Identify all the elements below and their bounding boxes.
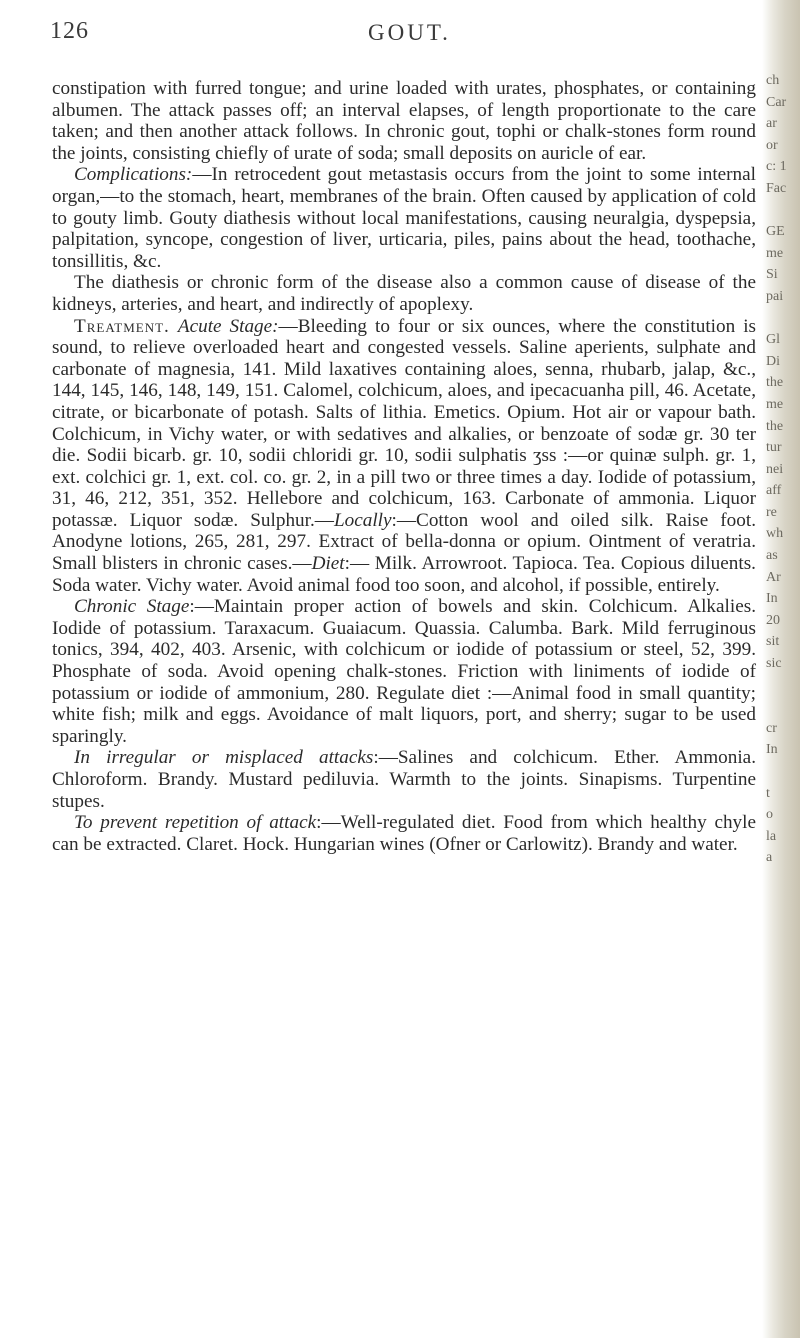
facing-page-fragment: la <box>766 828 777 844</box>
facing-page-fragment: In <box>766 742 778 758</box>
paragraph <box>52 596 756 747</box>
paragraph <box>52 164 756 272</box>
facing-page-fragment: or <box>766 137 778 153</box>
facing-page-fragment: the <box>766 375 784 391</box>
text-run: —In retrocedent gout metastasis occurs from the joint to some internal organ,—to the stomach, heart, membranes of the brain. Often caused by application of cold to gouty limb. Gouty diathesis without local manifestations, causing neuralgia, dyspepsia, palpitation, syncope, congestion of liver, urticaria, piles, pains about the head, toothache, tonsillitis, &c. <box>52 164 756 272</box>
facing-page-fragment: me <box>766 245 784 261</box>
paragraph <box>52 78 756 164</box>
italic-run: Acute Stage: <box>177 315 279 337</box>
facing-page-fragment: t <box>766 785 770 801</box>
facing-page-fragment: a <box>766 850 773 866</box>
facing-page-fragment: tur <box>766 440 782 456</box>
body-text <box>52 78 756 855</box>
facing-page-fragment: GE <box>766 224 785 240</box>
text-run: —Bleeding to four or six ounces, where the constitution is sound, to relieve overloaded heart and congested vessels. Saline aperients, sulphate and carbonate of magnesia, 141. Mild laxatives containing aloes, senna, rhubarb, jalap, &c., 144, 145, 146, 148, 149, 151. Calomel, colchicum, aloes, and ipecacuanha pill, 46. Acetate, citrate, or bicarbonate of potash. Salts of lithia. Emetics. Opium. Hot air or vapour bath. Colchicum, in Vichy water, or with sedatives and alkalies, or benzoate of sodæ gr. 30 ter die. Sodii bicarb. gr. 10, sodii chloridi gr. 10, sodii sulphatis ʒss :—or quinæ sulph. gr. 1, ext. colchici gr. 1, ext. col. co. gr. 2, in a pill two or three times a day. Iodide of potassium, 31, 46, 212, 351, 352. Hellebore and colchicum, 163. Carbonate of ammonia. Liquor potassæ. Liquor sodæ. Sulphur.— <box>52 315 756 531</box>
italic-run: Complications: <box>74 164 193 186</box>
paragraph <box>52 747 756 812</box>
running-title: GOUT. <box>368 20 451 45</box>
facing-page-fragment <box>766 200 796 222</box>
facing-page-fragment: Gl <box>766 332 780 348</box>
smallcaps-run: Treatment. <box>74 315 170 337</box>
text-run: :—Maintain proper action of bowels and skin. Colchicum. Alkalies. Iodide of potassium. Taraxacum. Guaiacum. Quassia. Calumba. Bark. Mild ferruginous tonics, 394, 402, 403. Arsenic, with colchicum or iodide of potassium or steel, 52, 399. Phosphate of soda. Avoid opening chalk-stones. Friction with liniments of iodide of potassium or iodide of ammonium, 280. Regulate diet :—Animal food in small quantity; white fish; milk and eggs. Avoidance of malt liquors, port, and sherry; sugar to be used sparingly. <box>52 596 756 747</box>
facing-page-fragment: Ar <box>766 569 781 585</box>
text-run: :—Well-regulated diet. Food from which healthy chyle can be extracted. Claret. Hock. Hungarian wines (Ofner or Carlowitz). Brandy and water. <box>52 812 756 855</box>
facing-page-fragment: nei <box>766 461 784 477</box>
facing-page-fragment: o <box>766 807 773 823</box>
facing-page-fragment: Car <box>766 94 787 110</box>
text-run: :—Salines and colchicum. Ether. Ammonia. Chloroform. Brandy. Mustard pediluvia. Warmth to the joints. Sinapisms. Turpentine stupes. <box>52 747 756 812</box>
facing-page-fragment <box>766 761 796 783</box>
facing-page-fragment: c: 1 <box>766 159 787 175</box>
facing-page-fragment: ch <box>766 73 780 88</box>
text-run: The diathesis or chronic form of the disease also a common cause of disease of the kidneys, arteries, and heart, and indirectly of apoplexy. <box>52 272 756 315</box>
italic-run: To prevent repetition of attack <box>74 812 317 834</box>
paragraph <box>52 316 756 597</box>
facing-page-fragment <box>766 308 796 330</box>
facing-page-fragment: me <box>766 396 784 412</box>
facing-page-fragment: the <box>766 418 784 434</box>
facing-page-fragment: ar <box>766 116 777 132</box>
facing-page-fragment: Di <box>766 353 780 369</box>
facing-page-fragment: cr <box>766 720 777 736</box>
page-number: 126 <box>50 18 89 44</box>
italic-run: Locally <box>333 509 392 531</box>
facing-page-fragment: pai <box>766 288 784 304</box>
italic-run: In irregular or misplaced attacks <box>74 747 374 769</box>
facing-page-fragment <box>766 675 796 697</box>
paragraph <box>52 812 756 855</box>
italic-run: Chronic Stage <box>74 596 190 618</box>
facing-page-fragment: re <box>766 504 777 520</box>
text-run: :— Milk. Arrowroot. Tapioca. Tea. Copious diluents. Soda water. Vichy water. Avoid animal food too soon, and alcohol, if possible, entirely. <box>52 553 756 596</box>
facing-page-fragment: sit <box>766 634 780 650</box>
facing-page-fragment: Si <box>766 267 778 283</box>
facing-page-fragment <box>766 696 796 718</box>
facing-page-fragment: as <box>766 548 778 564</box>
italic-run: Diet <box>311 553 345 575</box>
facing-page-fragment: wh <box>766 526 784 542</box>
facing-page-bleed <box>766 70 796 869</box>
facing-page-fragment: sic <box>766 656 782 672</box>
paragraph <box>52 272 756 315</box>
text-run: constipation with furred tongue; and urine loaded with urates, phosphates, or containing albumen. The attack passes off; an interval elapses, of length proportionate to the care taken; and then another attack follows. In chronic gout, tophi or chalk-stones form round the joints, consisting chiefly of urate of soda; small deposits on auricle of ear. <box>52 78 756 164</box>
facing-page-fragment: 20 <box>766 612 780 628</box>
facing-page-fragment: aff <box>766 483 782 499</box>
facing-page-fragment: Fac <box>766 180 787 196</box>
text-run: :—Cotton wool and oiled silk. Raise foot. Anodyne lotions, 265, 281, 297. Extract of bella-donna or opium. Ointment of veratria. Small blisters in chronic cases.— <box>52 509 756 575</box>
facing-page-fragment: In <box>766 591 778 607</box>
text-run <box>170 316 178 337</box>
